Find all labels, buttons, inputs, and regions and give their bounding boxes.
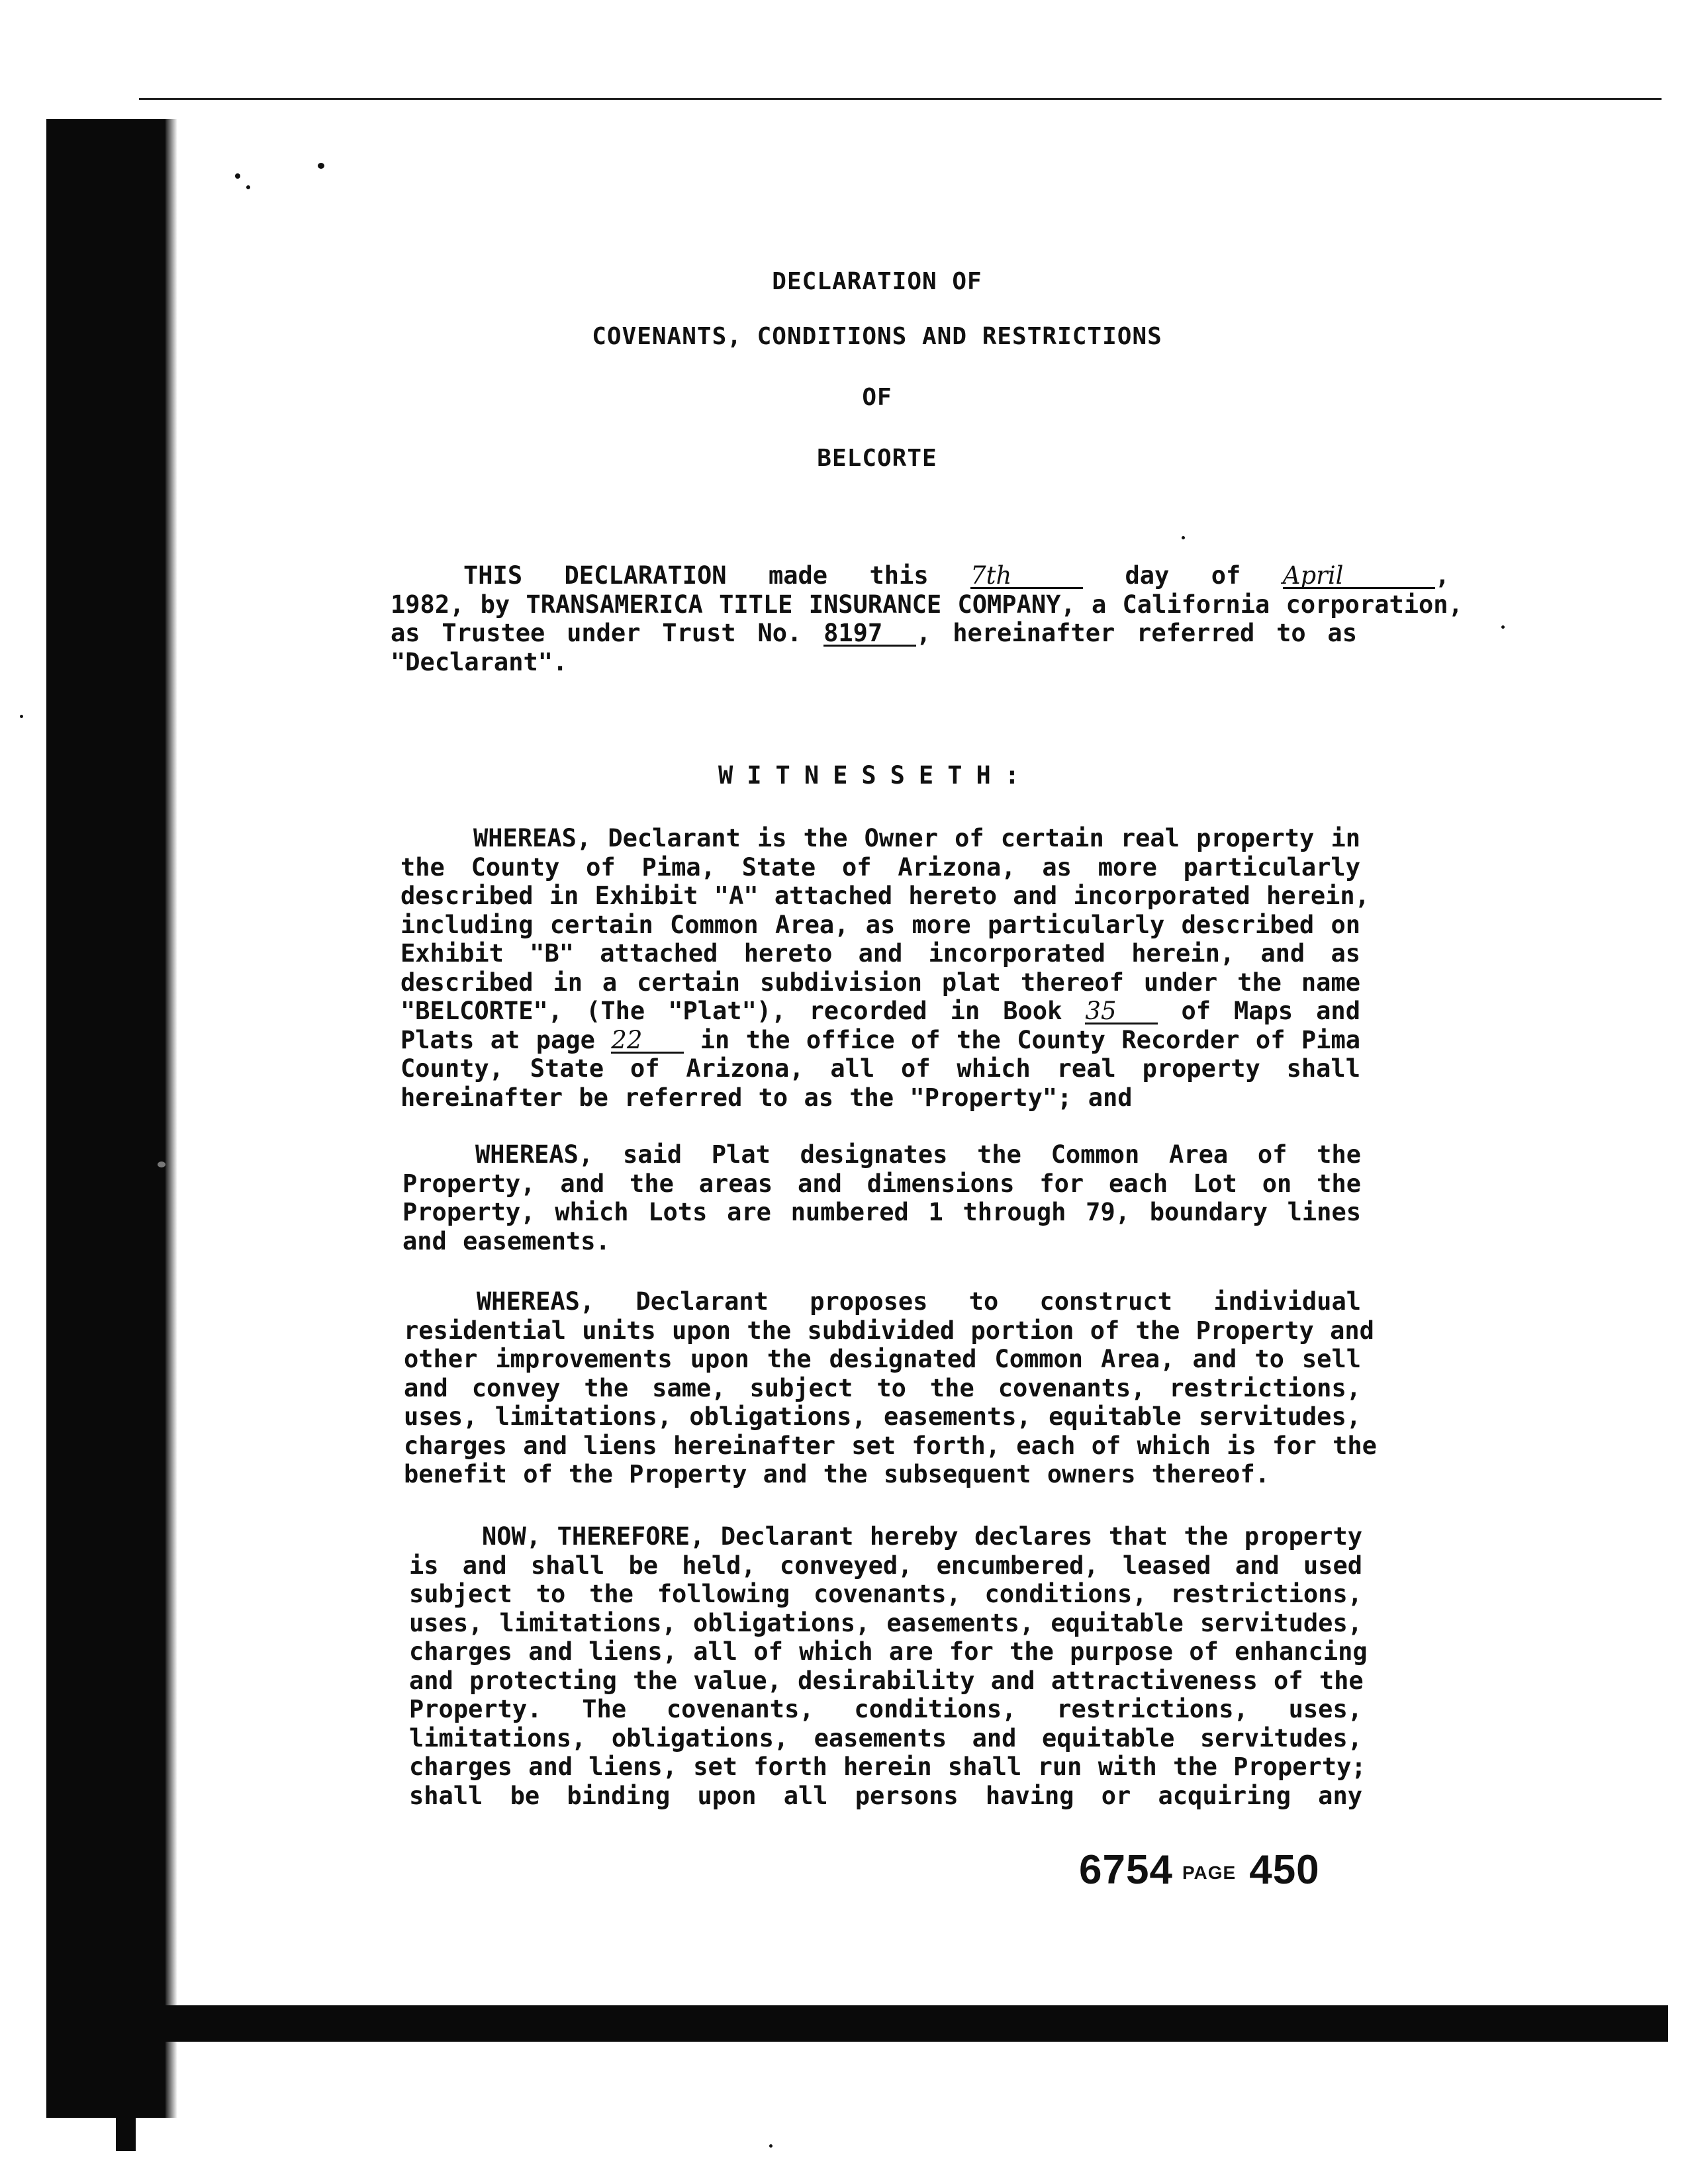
intro-text: as Trustee under Trust No. — [391, 619, 802, 647]
paragraph-line: WHEREAS, Declarant is the Owner of certain real property in — [473, 824, 1360, 852]
scan-speck — [235, 173, 240, 179]
paragraph-line: and easements. — [402, 1226, 610, 1255]
paragraph-line: uses, limitations, obligations, easements, equitable servitudes, — [404, 1402, 1361, 1431]
scan-speck — [20, 715, 23, 718]
paragraph-line: subject to the following covenants, conditions, restrictions, — [409, 1580, 1362, 1608]
paragraph-line: County, State of Arizona, all of which real property shall — [400, 1054, 1360, 1083]
paragraph-line: the County of Pima, State of Arizona, as more particularly — [400, 852, 1360, 882]
whereas-paragraph-1 — [400, 824, 1370, 1112]
intro-text: , — [1434, 561, 1450, 590]
trust-number-fill-in: 8197 — [823, 622, 916, 647]
document-title-line-4: BELCORTE — [817, 445, 937, 472]
paragraph-line: including certain Common Area, as more particularly described on — [400, 910, 1360, 939]
scan-left-edge-fade — [165, 119, 177, 2118]
intro-line: 1982, by TRANSAMERICA TITLE INSURANCE COMPANY, a California corporation, — [391, 590, 1463, 619]
paragraph-line: is and shall be held, conveyed, encumbered, leased and used — [409, 1551, 1362, 1580]
paragraph-line: and protecting the value, desirability and attractiveness of the — [409, 1666, 1364, 1695]
scan-bottom-left-stub — [116, 2038, 136, 2151]
paragraph-line: charges and liens, all of which are for the purpose of enhancing — [409, 1637, 1368, 1666]
scan-top-rule — [0, 98, 1662, 100]
paragraph-line: other improvements upon the designated Common Area, and to sell — [404, 1345, 1361, 1373]
paragraph-line: and convey the same, subject to the covenants, restrictions, — [404, 1373, 1361, 1402]
paragraph-line: WHEREAS, said Plat designates the Common Area of the — [475, 1140, 1361, 1169]
intro-line: "Declarant". — [391, 647, 568, 676]
now-therefore-paragraph — [409, 1522, 1368, 1810]
whereas-paragraph-2 — [402, 1140, 1361, 1255]
scan-speck — [158, 1161, 165, 1167]
paragraph-line: NOW, THEREFORE, Declarant hereby declares that the property — [482, 1522, 1362, 1551]
whereas-paragraph-3 — [404, 1287, 1377, 1489]
scan-speck — [1182, 536, 1185, 539]
scan-bottom-edge-shadow — [132, 2005, 1668, 2042]
intro-text: day of — [1125, 561, 1241, 590]
paragraph-line: WHEREAS, Declarant proposes to construct individual — [477, 1287, 1361, 1316]
page-number: 450 — [1249, 1847, 1320, 1893]
paragraph-line: Property. The covenants, conditions, restrictions, uses, — [409, 1695, 1362, 1723]
paragraph-line: described in Exhibit "A" attached hereto and incorporated herein, — [400, 882, 1370, 910]
scan-speck — [246, 185, 250, 189]
book-fill-in: 35 — [1085, 1000, 1158, 1024]
witnesseth-heading: WITNESSETH: — [718, 761, 1034, 790]
scan-speck — [1501, 625, 1505, 629]
paragraph-text: Plats at page — [400, 1025, 595, 1054]
intro-paragraph — [391, 561, 1463, 676]
document-title-line-1: DECLARATION OF — [772, 268, 982, 295]
paragraph-line: Property, and the areas and dimensions for each Lot on the — [402, 1169, 1361, 1198]
scan-left-edge-shadow — [46, 119, 175, 2118]
docket-number: 6754 — [1079, 1847, 1173, 1893]
paragraph-text: of Maps and — [1181, 997, 1360, 1025]
intro-text: THIS DECLARATION made this — [463, 561, 929, 590]
intro-text: , hereinafter referred to as — [916, 619, 1357, 647]
page-fill-in: 22 — [611, 1029, 684, 1054]
scan-speck — [318, 163, 324, 169]
paragraph-line: hereinafter be referred to as the "Property"; and — [400, 1083, 1133, 1112]
page-label: PAGE — [1182, 1862, 1237, 1883]
paragraph-line: shall be binding upon all persons having or acquiring any — [409, 1781, 1362, 1810]
day-fill-in: 7th — [970, 565, 1083, 589]
paragraph-line: residential units upon the subdivided portion of the Property and — [404, 1316, 1374, 1345]
paragraph-line: uses, limitations, obligations, easements, equitable servitudes, — [409, 1608, 1362, 1637]
paragraph-line: limitations, obligations, easements and equitable servitudes, — [409, 1723, 1362, 1752]
paragraph-text: in the office of the County Recorder of Pima — [700, 1025, 1360, 1054]
paragraph-line: benefit of the Property and the subsequent owners thereof. — [404, 1460, 1270, 1488]
paragraph-line: Property, which Lots are numbered 1 through 79, boundary lines — [402, 1198, 1361, 1226]
document-title-line-3: OF — [862, 384, 892, 411]
paragraph-line: charges and liens, set forth herein shall run with the Property; — [409, 1752, 1366, 1781]
month-fill-in: April — [1283, 565, 1435, 589]
document-title-line-2: COVENANTS, CONDITIONS AND RESTRICTIONS — [592, 323, 1162, 350]
scan-top-rule-gap — [0, 98, 139, 100]
docket-page-stamp — [1079, 1846, 1320, 1893]
paragraph-line: described in a certain subdivision plat thereof under the name — [400, 968, 1360, 997]
scan-speck — [769, 2144, 773, 2148]
paragraph-line: Exhibit "B" attached hereto and incorporated herein, and as — [400, 939, 1360, 968]
paragraph-line: charges and liens hereinafter set forth, each of which is for the — [404, 1431, 1377, 1460]
paragraph-text: "BELCORTE", (The "Plat"), recorded in Book — [400, 997, 1062, 1025]
